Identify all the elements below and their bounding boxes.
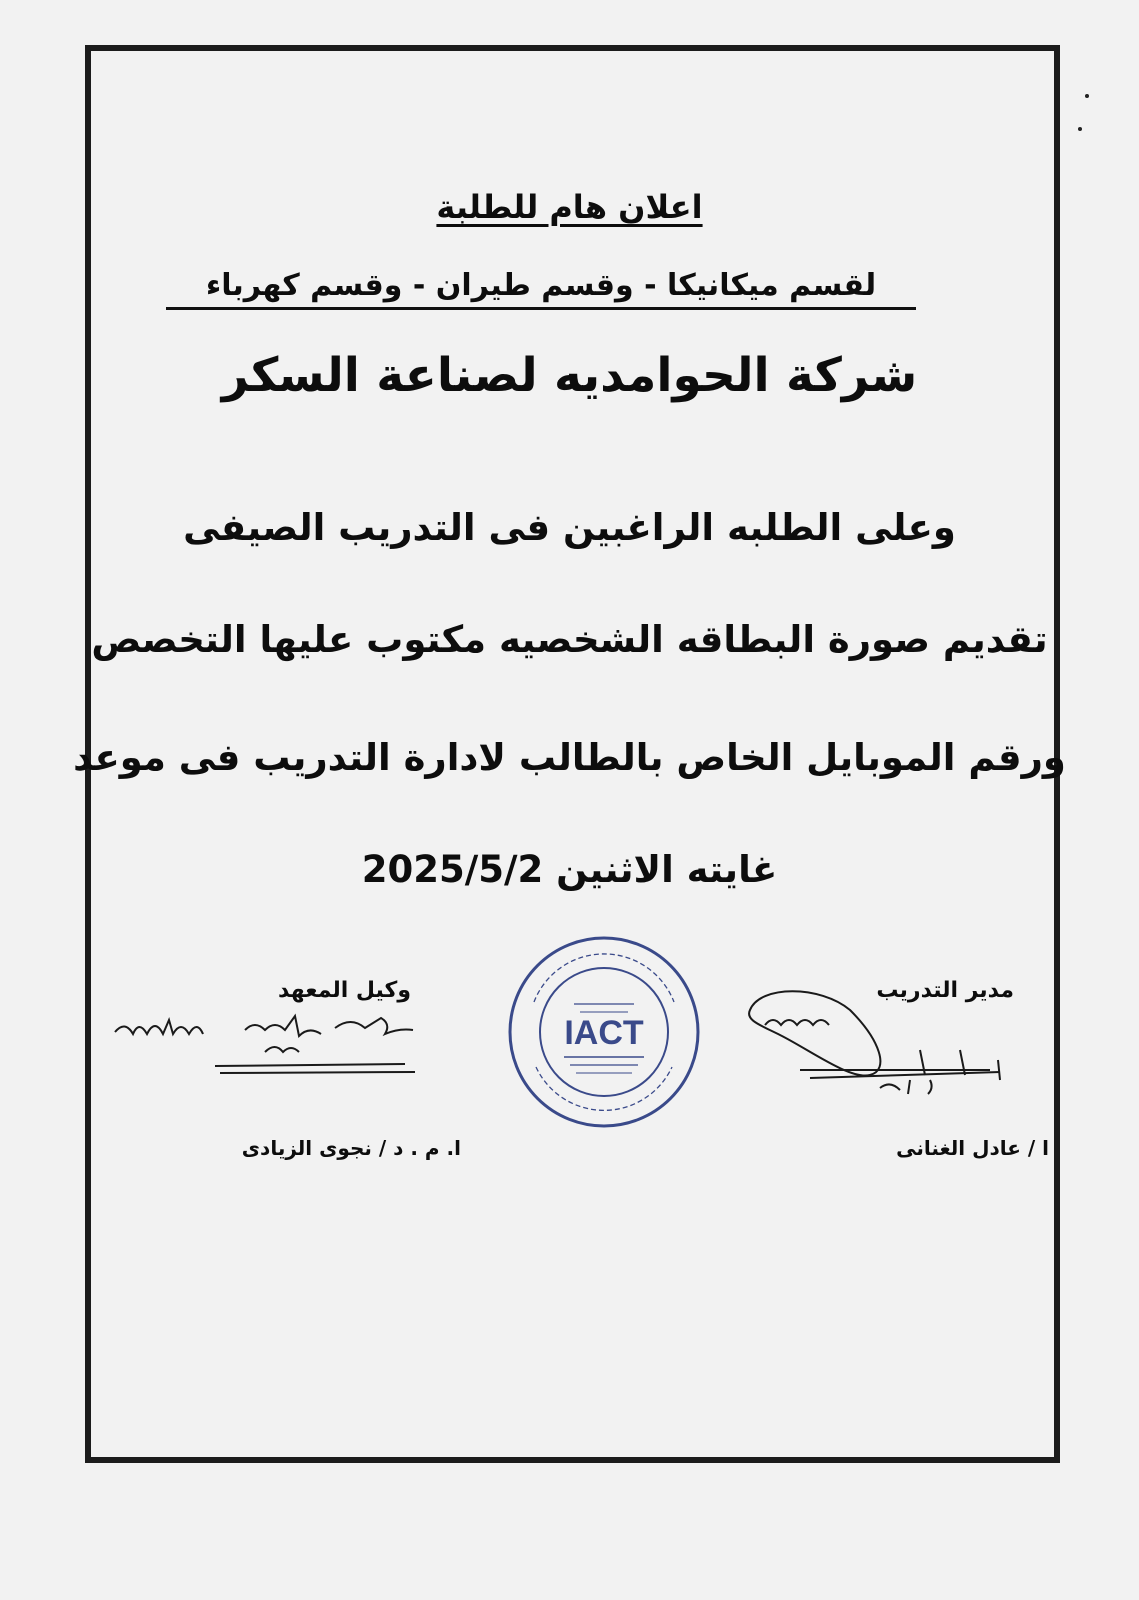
- institute-seal-stamp: [504, 932, 704, 1132]
- training-manager-name: ا / عادل الغنانى: [896, 1136, 1049, 1160]
- deadline-line: غايته الاثنين 2025/5/2: [361, 848, 778, 891]
- training-manager-title: مدير التدريب: [876, 978, 1014, 1003]
- body-line-2: تقديم صورة البطاقه الشخصيه مكتوب عليها التخصص: [91, 618, 1048, 661]
- training-manager-signature: [740, 980, 1030, 1120]
- deputy-title: وكيل المعهد: [278, 978, 411, 1003]
- speck: [1078, 127, 1082, 131]
- deputy-signature: [105, 1010, 435, 1090]
- stamp-center-text: IACT: [564, 1014, 644, 1052]
- body-line-3: ورقم الموبايل الخاص بالطالب لادارة التدريب فى موعد: [73, 736, 1066, 779]
- body-line-1: وعلى الطلبه الراغبين فى التدريب الصيفى: [183, 506, 956, 549]
- announcement-title: اعلان هام للطلبة: [436, 188, 703, 226]
- deputy-name: ا. م . د / نجوى الزيادى: [241, 1136, 461, 1160]
- speck: [1085, 94, 1089, 98]
- departments-line: لقسم ميكانيكا - وقسم طيران - وقسم كهرباء: [166, 268, 916, 310]
- company-name: شركة الحوامديه لصناعة السكر: [221, 348, 918, 403]
